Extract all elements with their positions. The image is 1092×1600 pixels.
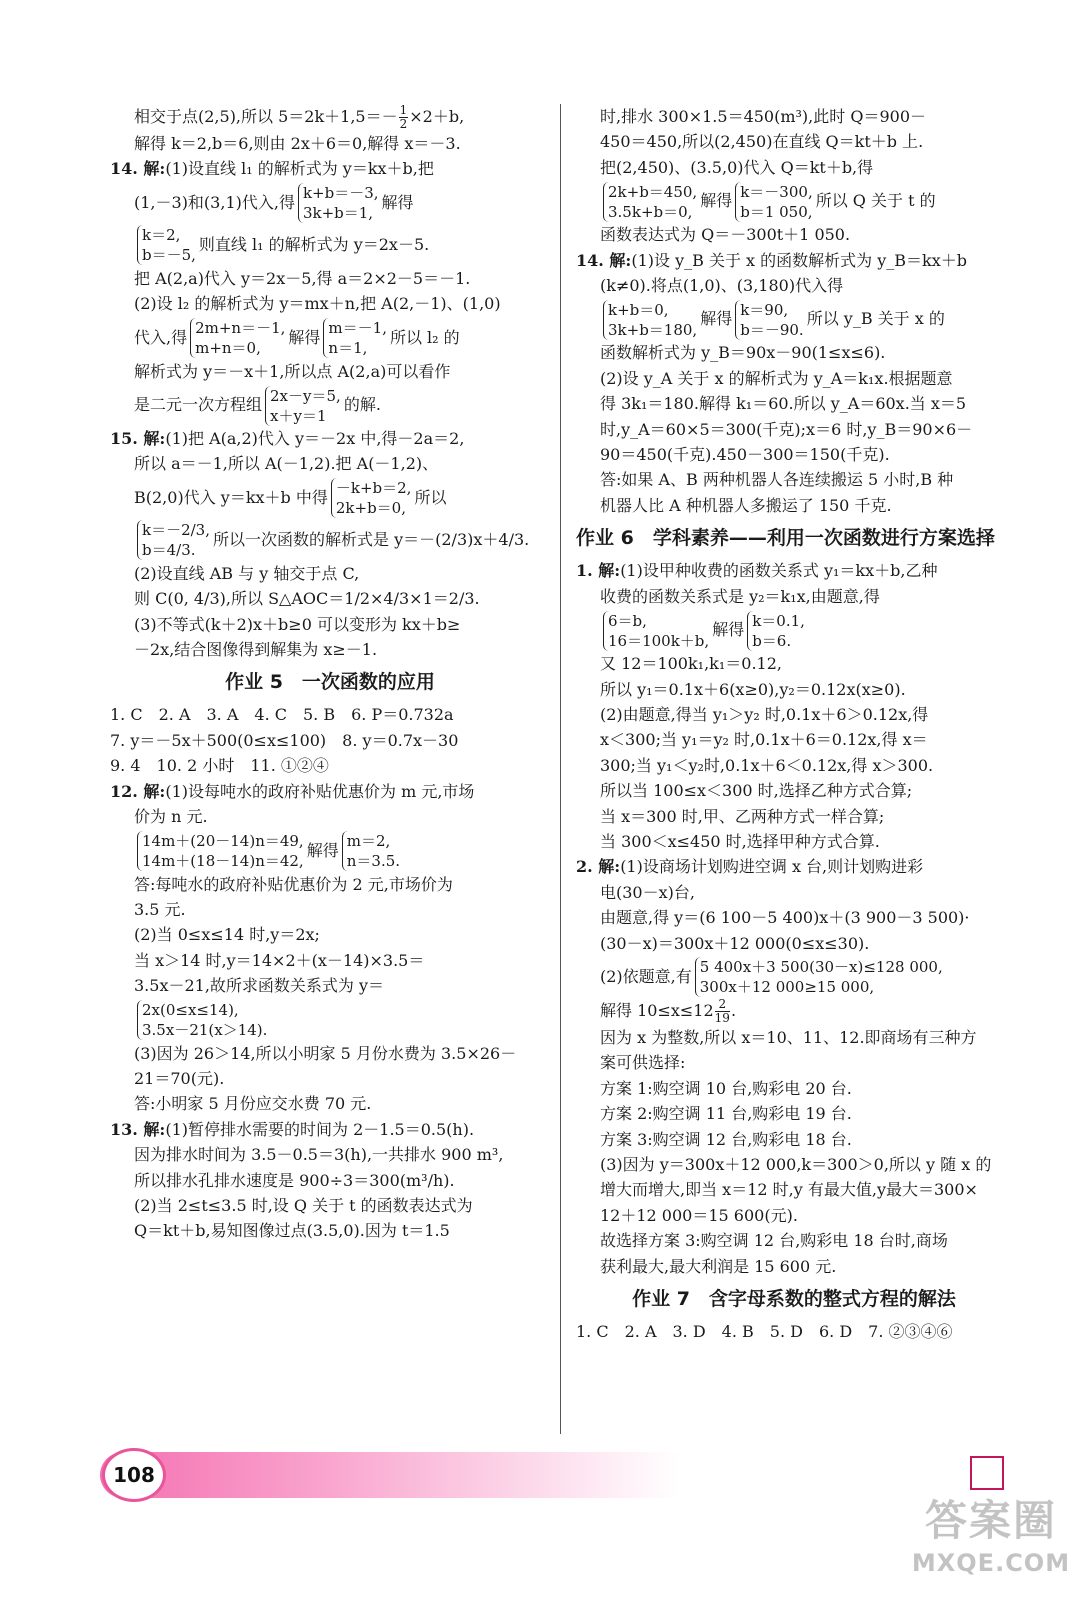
text-line: 得 3k₁＝180.解得 k₁＝60.所以 y_A＝60x.当 x＝5 [600,394,967,414]
text-line: 所以当 100≤x＜300 时,选择乙种方式合算; [600,781,913,801]
equation-system: k＝2, b＝－5, [137,225,196,265]
text-line: (2)设 l₂ 的解析式为 y＝mx＋n,把 A(2,－1)、(1,0) [134,294,501,314]
text-line: 获利最大,最大利润是 15 600 元. [600,1256,837,1276]
text-line: k+b＝0, 3k+b＝180, 解得 k＝90, b＝－90. 所以 y_B 关于 x 的 [576,298,1012,340]
fraction: $\frac{2}{19}$ [714,996,730,1025]
problem-13: 13. 解:(1)暂停排水需要的时间为 2－1.5＝0.5(h). [110,1119,475,1139]
equation-system: 2x－y＝5, x＋y＝1 [265,386,341,426]
text-line: 相交于点(2,5),所以 5＝2k＋1,5＝－ $\frac{1}{2}$ ×2＋b, [134,103,465,131]
text-line: (3)因为 y＝300x＋12 000,k＝300＞0,所以 y 随 x 的 [600,1155,992,1174]
equation-system: m＝2, n＝3.5. [342,831,400,871]
problem-15: 15. 解:(1)把 A(a,2)代入 y＝－2x 中,得－2a＝2, [110,429,465,449]
text-line: (k≠0).将点(1,0)、(3,180)代入得 [600,276,844,296]
text-line: 当 x＝300 时,甲、乙两种方式一样合算; [600,806,885,826]
equation-system: －k+b＝2, 2k+b＝0, [331,478,412,518]
equation-system: 2m+n＝－1, m+n＝0, [190,318,285,358]
text-line: (2)当 0≤x≤14 时,y＝2x; [134,925,320,945]
text-line: 方案 1:购空调 10 台,购彩电 20 台. [600,1078,852,1098]
text-line: (2)设直线 AB 与 y 轴交于点 C, [134,563,360,583]
text-line: 代入,得 2m+n＝－1, m+n＝0, 解得 m＝－1, n＝1, 所以 l₂ 的 [134,319,460,358]
text-line: 答:小明家 5 月份应交水费 70 元. [134,1094,372,1114]
text-line: 因为排水时间为 3.5－0.5＝3(h),一共排水 900 m³, [134,1145,504,1165]
text-line: 方案 2:购空调 11 台,购彩电 19 台. [600,1104,852,1124]
section-heading: 作业 6 学科素养——利用一次函数进行方案选择 [576,527,995,550]
text-line: (1,－3)和(3,1)代入,得 k+b＝－3, 3k+b＝1, 解得 [134,184,414,223]
checkbox-icon [970,1456,1004,1490]
text-line: (2)设 y_A 关于 x 的解析式为 y_A＝k₁x.根据题意 [600,368,953,388]
left-column [110,104,550,1244]
text-line: 2k+b＝450, 3.5k+b＝0, 解得 k＝－300, b＝1 050, 所以 Q 关于 t 的 [576,180,1012,222]
section-heading: 作业 5 一次函数的应用 [225,671,435,694]
text-line: －2x,结合图像得到解集为 x≥－1. [134,640,378,660]
text-line: 解得 10≤x≤12 $\frac{2}{19}$ . [600,996,737,1025]
text-line: k＝－2/3, b＝4/3. 所以一次函数的解析式是 y＝－(2/3)x＋4/3. [110,519,550,561]
equation-system: 2k+b＝450, 3.5k+b＝0, [603,182,697,222]
text-line: 方案 3:购空调 12 台,购彩电 18 台. [600,1129,852,1149]
equation-system: 6＝b, 16＝100k＋b, [603,611,709,651]
text-line: 函数表达式为 Q＝－300t＋1 050. [600,225,851,245]
text-line: 把 A(2,a)代入 y＝2x－5,得 a＝2×2－5＝－1. [134,268,471,288]
equation-system: 5 400x＋3 500(30－x)≤128 000, 300x＋12 000≥15 000, [695,957,943,997]
text-line: x＜300;当 y₁＝y₂ 时,0.1x＋6＝0.12x,得 x＝ [600,730,928,750]
text-line: 所以 a＝－1,所以 A(－1,2).把 A(－1,2)、 [134,454,439,474]
text-line: 是二元一次方程组 2x－y＝5, x＋y＝1 的解. [134,386,381,425]
text-line: 21＝70(元). [134,1068,225,1088]
text-line: B(2,0)代入 y＝kx＋b 中得 －k+b＝2, 2k+b＝0, 所以 [134,479,447,518]
text-line: 时,y_A＝60×5＝300(千克);x＝6 时,y_B＝90×6－ [600,419,973,439]
text-line: 案可供选择: [600,1053,686,1073]
answer-line: 1. C 2. A 3. A 4. C 5. B 6. P＝0.732a [110,705,454,725]
text-line: (3)因为 26＞14,所以小明家 5 月份水费为 3.5×26－ [134,1043,517,1063]
text-line: 函数解析式为 y_B＝90x－90(1≤x≤6). [600,343,886,363]
text-line: (30－x)＝300x＋12 000(0≤x≤30). [600,933,870,953]
text-line: 因为 x 为整数,所以 x＝10、11、12.即商场有三种方 [600,1027,977,1047]
text-line: 3.5 元. [134,899,186,919]
problem-1: 1. 解:(1)设甲种收费的函数关系式 y₁＝kx＋b,乙种 [576,561,938,581]
equation-system: k+b＝－3, 3k+b＝1, [298,183,379,223]
text-line: 答:如果 A、B 两种机器人各连续搬运 5 小时,B 种 [600,470,954,490]
answer-line: 9. 4 10. 2 小时 11. ①②④ [110,756,329,776]
text-line: 机器人比 A 种机器人多搬运了 150 千克. [600,495,892,515]
text-line: 解析式为 y＝－x＋1,所以点 A(2,a)可以看作 [134,361,451,381]
text-line: 90＝450(千克).450－300＝150(千克). [600,445,890,465]
text-line: 解得 k＝2,b＝6,则由 2x＋6＝0,解得 x＝－3. [134,134,461,153]
equation-system: m＝－1, n＝1, [323,318,387,358]
equation-system: k+b＝0, 3k+b＝180, [603,300,697,340]
text-line: 当 300＜x≤450 时,选择甲种方式合算. [600,831,880,851]
text-line: 把(2,450)、(3.5,0)代入 Q＝kt＋b,得 [600,157,874,177]
equation-system: 14m＋(20－14)n＝49, 14m＋(18－14)n＝42, [137,831,304,871]
problem-12: 12. 解:(1)设每吨水的政府补贴优惠价为 m 元,市场 [110,781,475,801]
text-line: 时,排水 300×1.5＝450(m³),此时 Q＝900－ [600,107,927,126]
problem-14: 14. 解:(1)设直线 l₁ 的解析式为 y＝kx＋b,把 [110,159,434,179]
text-line: 电(30－x)台, [600,882,695,902]
text-line: 收费的函数关系式是 y₂＝k₁x,由题意,得 [600,586,880,606]
text-line: (2)由题意,得当 y₁＞y₂ 时,0.1x＋6＞0.12x,得 [600,704,929,724]
right-column [576,104,1012,1344]
problem-2: 2. 解:(1)设商场计划购进空调 x 台,则计划购进彩 [576,857,924,877]
text-line: (2)当 2≤t≤3.5 时,设 Q 关于 t 的函数表达式为 [134,1195,473,1215]
text-line: Q＝kt＋b,易知图像过点(3.5,0).因为 t＝1.5 [134,1221,450,1241]
text-line: 300;当 y₁＜y₂时,0.1x＋6＜0.12x,得 x＞300. [600,755,934,775]
text-line [110,999,550,1041]
text-line: k＝2, b＝－5, 则直线 l₁ 的解析式为 y＝2x－5. [110,224,550,266]
page-number: 108 [102,1448,166,1502]
text-line: (3)不等式(k＋2)x＋b≥0 可以变形为 kx＋b≥ [134,614,461,634]
text-line: (2)依题意,有 5 400x＋3 500(30－x)≤128 000, 300x＋12 000≥15 000, [600,958,943,997]
text-line: 12＋12 000＝15 600(元). [600,1205,798,1225]
answer-line: 7. y＝－5x＋500(0≤x≤100) 8. y＝0.7x－30 [110,730,459,750]
equation-system: k＝－2/3, b＝4/3. [137,520,210,560]
answer-line: 1. C 2. A 3. D 4. B 5. D 6. D 7. ②③④⑥ [576,1322,953,1342]
text-line: 6＝b, 16＝100k＋b, 解得 k＝0.1, b＝6. [576,609,1012,651]
text-line: 所以排水孔排水速度是 900÷3＝300(m³/h). [134,1170,455,1190]
equation-system: 2x(0≤x≤14), 3.5x－21(x＞14). [137,1000,267,1040]
column-divider [560,104,561,1434]
equation-system: k＝90, b＝－90. [735,300,803,340]
footer-decoration [100,1452,680,1498]
text-line: 14m＋(20－14)n＝49, 14m＋(18－14)n＝42, 解得 m＝2, n＝3.5. [110,830,550,872]
text-line: 所以 y₁＝0.1x＋6(x≥0),y₂＝0.12x(x≥0). [600,679,906,699]
text-line: 450＝450,所以(2,450)在直线 Q＝kt＋b 上. [600,132,924,152]
equation-system: k＝－300, b＝1 050, [735,182,813,222]
text-line: 3.5x－21,故所求函数关系式为 y＝ [134,976,385,996]
text-line: 增大而增大,即当 x＝12 时,y 有最大值,y最大＝300× [600,1180,978,1200]
text-line: 当 x＞14 时,y＝14×2＋(x－14)×3.5＝ [134,950,425,970]
section-heading: 作业 7 含字母系数的整式方程的解法 [632,1288,956,1311]
text-line: 则 C(0, 4/3),所以 S△AOC＝1/2×4/3×1＝2/3. [134,589,480,609]
text-line: 由题意,得 y＝(6 100－5 400)x＋(3 900－3 500)· [600,908,970,928]
text-line: 价为 n 元. [134,807,208,827]
text-line: 故选择方案 3:购空调 12 台,购彩电 18 台时,商场 [600,1231,948,1251]
watermark-logo: 答案圈 MXQE.COM [911,1496,1071,1577]
fraction: $\frac{1}{2}$ [399,103,408,131]
problem-14: 14. 解:(1)设 y_B 关于 x 的函数解析式为 y_B＝kx＋b [576,250,968,270]
text-line: 又 12＝100k₁,k₁＝0.12, [600,654,783,674]
equation-system: k＝0.1, b＝6. [747,611,805,651]
text-line: 答:每吨水的政府补贴优惠价为 2 元,市场价为 [134,874,453,894]
